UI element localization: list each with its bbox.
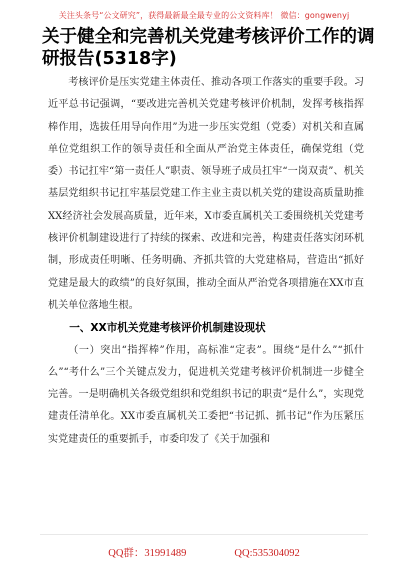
header-banner: 关注头条号“公文研究”，获得最新最全最专业的公文资料库！ 微信：gongwenyj	[58, 11, 350, 20]
footer-qq-group: QQ群：31991489	[108, 548, 187, 559]
document-body	[48, 72, 364, 451]
footer	[0, 545, 408, 560]
footer-qq: QQ:535304092	[234, 548, 300, 559]
intro-paragraph: 考核评价是压实党建主体责任、推动各项工作落实的重要手段。习近平总书记强调，“要改进完善机关党建考核评价机制，发挥考核指挥棒作用，选拔任用导向作用”为进一步压实党组（党委）对机关和直属单位党组织工作的领导责任和全面从严治党主体责任，确保党组（党委）书记扛牢“第一责任人”职责、领导班子成员扛牢“一岗双责”、机关基层党组织书记扛牢基层党建工作主业主责以机关党的建设高质量助推XX经济社会发展高质量，近年来，X市委直属机关工委围绕机关党建考核评价机制建设进行了持续的探索、改进和完善，构建责任落实闭环机制，形成责任明晰、任务明确、齐抓共管的大党建格局，营造出“抓好党建是最大的政绩”的良好氛围，推动全面从严治党各项措施在XX市直机关单位落地生根。	[48, 77, 364, 311]
footer-divider	[40, 534, 368, 535]
section-paragraph: （一）突出“指挥棒”作用，高标准“定表”。围绕“是什么”“抓什么”“考什么”三个关键点发力，促进机关党建考核评价机制进一步健全完善。一是明确机关各级党组织和党组织书记的职责“是什么”，实现党建责任清单化。XX市委直属机关工委把“书记抓、抓书记”作为压紧压实党建责任的重要抓手，市委印发了《关于加强和	[48, 344, 364, 445]
section-heading: 一、XX市机关党建考核评价机制建设现状	[69, 322, 266, 335]
document-title: 关于健全和完善机关党建考核评价工作的调研报告(5318字)	[42, 27, 375, 69]
